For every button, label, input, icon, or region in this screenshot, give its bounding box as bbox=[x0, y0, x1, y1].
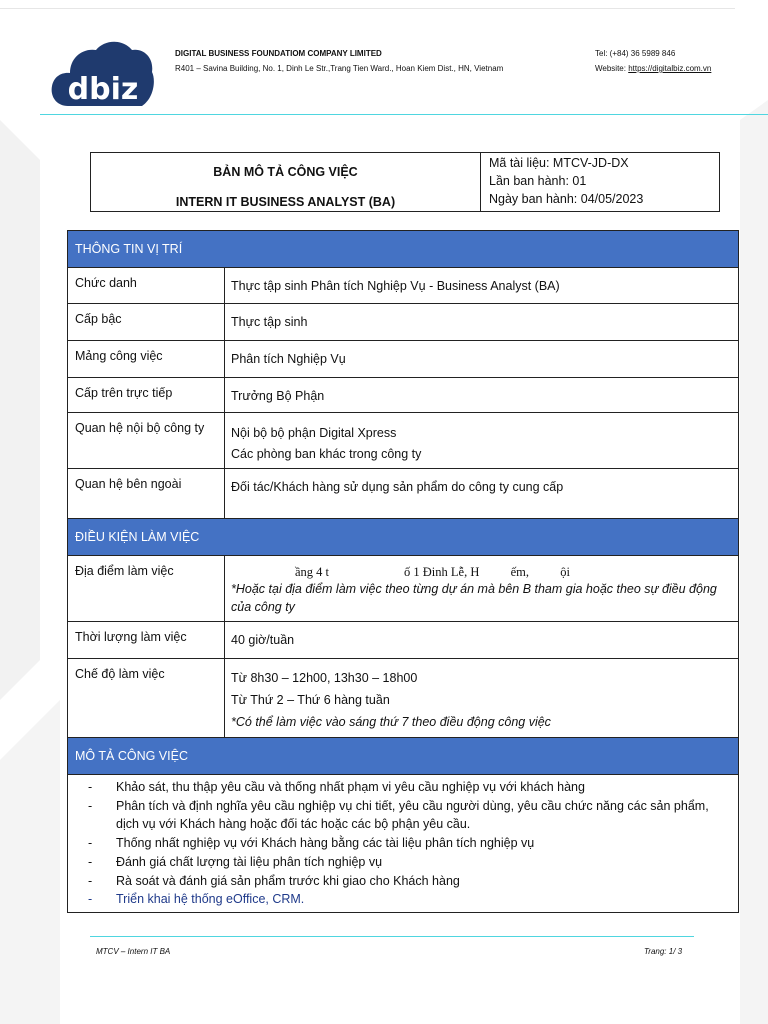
company-contact bbox=[595, 46, 711, 76]
row-value: Đối tác/Khách hàng sử dụng sản phẩm do công ty cung cấp bbox=[231, 480, 564, 494]
row-label: Mảng công việc bbox=[68, 341, 225, 377]
title-block-title bbox=[91, 153, 481, 211]
row-value: Thực tập sinh Phân tích Nghiệp Vụ - Business Analyst (BA) bbox=[231, 279, 560, 293]
row-label: Cấp trên trực tiếp bbox=[68, 378, 225, 412]
table-row bbox=[68, 377, 738, 412]
website-link[interactable]: https://digitalbiz.com.vn bbox=[628, 64, 712, 73]
list-item: - Phân tích và định nghĩa yêu cầu nghiệp vụ chi tiết, yêu cầu người dùng, yêu cầu chức năng các sản phẩm, dịch vụ với Khách hàng hoặc đối tác hoặc các bộ phận yêu cầu. bbox=[88, 797, 730, 834]
row-label: Quan hệ bên ngoài bbox=[68, 469, 225, 518]
row-value: Phân tích Nghiệp Vụ bbox=[231, 352, 346, 366]
row-value bbox=[225, 556, 738, 621]
company-name: DIGITAL BUSINESS FOUNDATIOM COMPANY LIMITED bbox=[175, 49, 382, 58]
row-label: Chức danh bbox=[68, 268, 225, 303]
title-block bbox=[90, 152, 720, 212]
list-item: - Thống nhất nghiệp vụ với Khách hàng bằng các tài liệu phân tích nghiệp vụ bbox=[88, 834, 730, 853]
logo-text: dbiz bbox=[67, 72, 139, 107]
row-value: Nội bộ bộ phận Digital Xpress Các phòng ban khác trong công ty bbox=[231, 426, 422, 461]
company-website: Website: https://digitalbiz.com.vn bbox=[595, 64, 712, 73]
row-value: Thực tập sinh bbox=[231, 315, 308, 329]
section-header-conditions: ĐIỀU KIỆN LÀM VIỆC bbox=[68, 518, 738, 555]
footer-rule bbox=[90, 936, 694, 937]
list-item: - Khảo sát, thu thập yêu cầu và thống nhất phạm vi yêu cầu nghiệp vụ với khách hàng bbox=[88, 778, 730, 797]
row-value: 40 giờ/tuần bbox=[231, 633, 295, 647]
list-item: - Triển khai hệ thống eOffice, CRM. bbox=[88, 890, 730, 909]
row-label: Thời lượng làm việc bbox=[68, 622, 225, 658]
header-rule bbox=[40, 114, 768, 115]
location-value: ầng 4 t ố 1 Đinh Lễ, H ếm, ội bbox=[295, 565, 570, 579]
location-note: *Hoặc tại địa điểm làm việc theo từng dự án mà bên B tham gia hoặc theo sự điều động của công ty bbox=[231, 582, 717, 614]
list-item: - Rà soát và đánh giá sản phẩm trước khi giao cho Khách hàng bbox=[88, 872, 730, 891]
row-label: Cấp bậc bbox=[68, 304, 225, 340]
doc-issue-date: Ngày ban hành: 04/05/2023 bbox=[489, 192, 644, 206]
job-description-table bbox=[67, 230, 739, 913]
table-row bbox=[68, 267, 738, 303]
title-block-meta bbox=[481, 153, 719, 211]
row-label: Địa điểm làm việc bbox=[68, 556, 225, 621]
schedule-note: *Có thể làm việc vào sáng thứ 7 theo điều động công việc bbox=[231, 715, 551, 729]
footer-doc-label: MTCV – Intern IT BA bbox=[96, 947, 171, 956]
table-row bbox=[68, 303, 738, 340]
company-tel: Tel: (+84) 36 5989 846 bbox=[595, 49, 676, 58]
footer-page-number: Trang: 1/ 3 bbox=[644, 947, 683, 956]
table-row bbox=[68, 658, 738, 737]
table-row bbox=[68, 340, 738, 377]
schedule-line: Từ 8h30 – 12h00, 13h30 – 18h00 bbox=[231, 671, 418, 685]
document-title: BẢN MÔ TẢ CÔNG VIỆC bbox=[213, 165, 358, 179]
company-info bbox=[175, 46, 503, 76]
schedule-line: Từ Thứ 2 – Thứ 6 hàng tuần bbox=[231, 693, 390, 707]
company-address: R401 – Savina Building, No. 1, Dinh Le Str.,Trang Tien Ward., Hoan Kiem Dist., HN, Vietnam bbox=[175, 64, 504, 73]
section-header-jobdesc: MÔ TẢ CÔNG VIỆC bbox=[68, 737, 738, 774]
section-header-position: THÔNG TIN VỊ TRÍ bbox=[68, 230, 738, 267]
table-row bbox=[68, 412, 738, 468]
table-row bbox=[68, 555, 738, 621]
table-row bbox=[68, 468, 738, 518]
position-title: INTERN IT BUSINESS ANALYST (BA) bbox=[175, 195, 396, 209]
row-value: Trưởng Bộ Phận bbox=[231, 389, 325, 403]
row-label: Quan hệ nội bộ công ty bbox=[68, 413, 225, 468]
doc-issue: Lần ban hành: 01 bbox=[489, 174, 587, 188]
row-label: Chế độ làm việc bbox=[68, 659, 225, 737]
list-item: - Đánh giá chất lượng tài liệu phân tích nghiệp vụ bbox=[88, 853, 730, 872]
header-top-line bbox=[0, 8, 735, 9]
row-value bbox=[225, 659, 738, 737]
table-row bbox=[68, 621, 738, 658]
dbiz-logo bbox=[50, 28, 156, 108]
job-duties-list bbox=[68, 774, 738, 912]
doc-code: Mã tài liệu: MTCV-JD-DX bbox=[489, 156, 629, 170]
